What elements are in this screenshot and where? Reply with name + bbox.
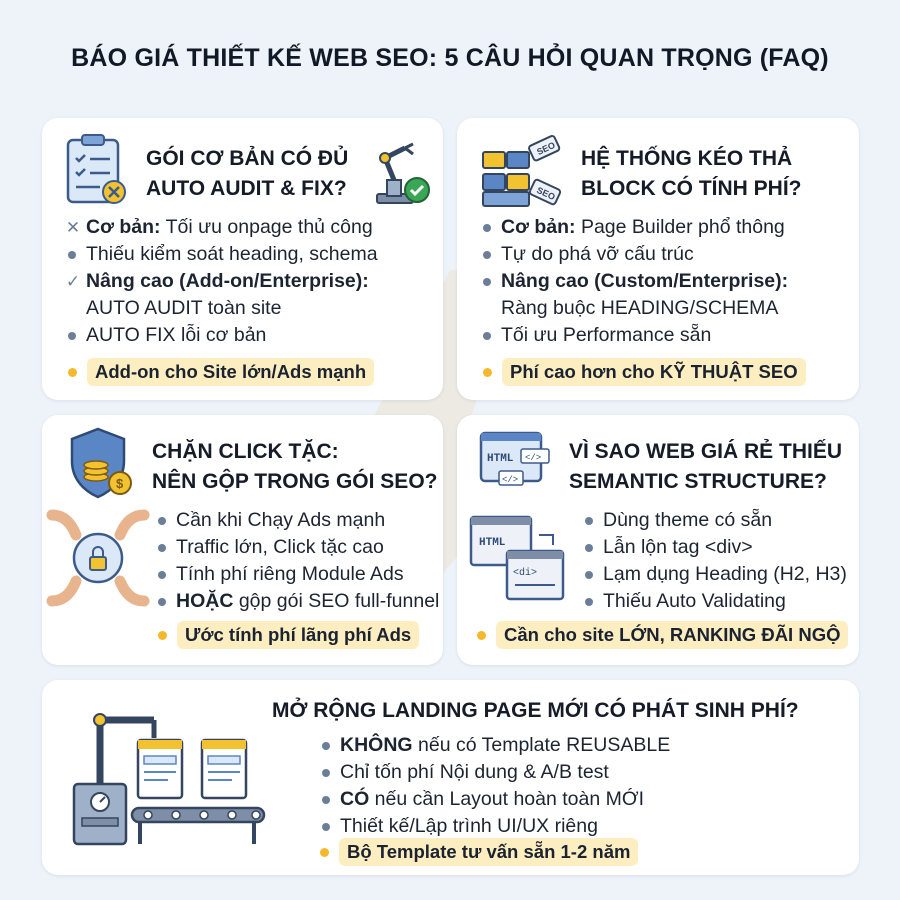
shield-coins-icon bbox=[66, 425, 136, 505]
faq-card-landing-page bbox=[42, 680, 859, 875]
bullet-icon bbox=[483, 224, 491, 232]
list-item: Nâng cao (Custom/Enterprise): bbox=[479, 268, 788, 295]
highlight-dot-icon bbox=[68, 368, 77, 377]
card-item-list bbox=[154, 507, 439, 615]
html-div-windows-icon bbox=[467, 513, 569, 605]
svg-text:$: $ bbox=[116, 476, 124, 491]
list-item: AUTO AUDIT toàn site bbox=[86, 297, 282, 319]
list-item: Lẫn lộn tag <div> bbox=[581, 534, 847, 561]
svg-text:</>: </> bbox=[525, 453, 542, 463]
highlight-note: Cần cho site LỚN, RANKING ĐÃI NGỘ bbox=[473, 619, 848, 651]
clipboard-checklist-icon bbox=[64, 132, 130, 206]
highlight-dot-icon bbox=[320, 848, 329, 857]
list-item: Ràng buộc HEADING/SCHEMA bbox=[501, 297, 779, 319]
list-item: HOẶC gộp gói SEO full-funnel bbox=[154, 588, 439, 615]
card-title: MỞ RỘNG LANDING PAGE MỚI CÓ PHÁT SINH PHÍ? bbox=[272, 699, 799, 722]
bullet-icon bbox=[483, 251, 491, 259]
bullet-icon bbox=[483, 332, 491, 340]
list-item: Thiết kế/Lập trình UI/UX riêng bbox=[318, 813, 670, 840]
check-icon: ✓ bbox=[65, 272, 81, 291]
html-windows-icon bbox=[477, 429, 557, 499]
faq-card-auto-audit bbox=[42, 118, 443, 400]
highlight-dot-icon bbox=[158, 631, 167, 640]
card-title: CHẶN CLICK TẶC: NÊN GỘP TRONG GÓI SEO? bbox=[152, 440, 438, 493]
faq-card-drag-drop bbox=[457, 118, 859, 400]
bullet-icon bbox=[585, 598, 593, 606]
list-item: Tự do phá vỡ cấu trúc bbox=[479, 241, 788, 268]
list-item: Traffic lớn, Click tặc cao bbox=[154, 534, 439, 561]
bullet-icon bbox=[585, 544, 593, 552]
svg-text:HTML: HTML bbox=[479, 537, 506, 549]
list-item: Thiếu Auto Validating bbox=[581, 588, 847, 615]
list-item: ✕ Cơ bản: Tối ưu onpage thủ công bbox=[64, 214, 378, 241]
svg-text:SEO: SEO bbox=[535, 184, 557, 203]
faq-card-semantic bbox=[457, 415, 859, 665]
list-item: Chỉ tốn phí Nội dung & A/B test bbox=[318, 759, 670, 786]
card-title: VÌ SAO WEB GIÁ RẺ THIẾU SEMANTIC STRUCTURE? bbox=[569, 440, 843, 493]
svg-text:SEO: SEO bbox=[535, 139, 557, 158]
bullet-icon bbox=[68, 251, 76, 259]
svg-text:HTML: HTML bbox=[487, 453, 514, 465]
bullet-icon bbox=[322, 769, 330, 777]
list-item: Cần khi Chạy Ads mạnh bbox=[154, 507, 439, 534]
bullet-icon bbox=[158, 571, 166, 579]
card-item-list bbox=[581, 507, 847, 615]
list-item: Dùng theme có sẵn bbox=[581, 507, 847, 534]
hands-lock-icon bbox=[46, 507, 150, 609]
svg-text:</>: </> bbox=[502, 475, 519, 485]
highlight-note: Phí cao hơn cho KỸ THUẬT SEO bbox=[479, 356, 806, 388]
robot-arm-check-icon bbox=[369, 140, 433, 206]
list-item: Thiếu kiểm soát heading, schema bbox=[64, 241, 378, 268]
highlight-note: Ước tính phí lãng phí Ads bbox=[154, 619, 419, 651]
bullet-icon bbox=[68, 332, 76, 340]
card-item-list bbox=[64, 214, 378, 349]
list-item: AUTO FIX lỗi cơ bản bbox=[64, 322, 378, 349]
list-item: ✓ Nâng cao (Add-on/Enterprise): bbox=[64, 268, 378, 295]
list-item: KHÔNG nếu có Template REUSABLE bbox=[318, 732, 670, 759]
bullet-icon bbox=[585, 517, 593, 525]
list-item: Tính phí riêng Module Ads bbox=[154, 561, 439, 588]
svg-text:<di>: <di> bbox=[513, 568, 538, 579]
bullet-icon bbox=[158, 517, 166, 525]
bullet-icon bbox=[322, 823, 330, 831]
list-item: Tối ưu Performance sẵn bbox=[479, 322, 788, 349]
bullet-icon bbox=[322, 796, 330, 804]
card-title: HỆ THỐNG KÉO THẢ BLOCK CÓ TÍNH PHÍ? bbox=[581, 147, 802, 200]
list-item: Cơ bản: Page Builder phổ thông bbox=[479, 214, 788, 241]
bullet-icon bbox=[585, 571, 593, 579]
list-item: CÓ nếu cần Layout hoàn toàn MỚI bbox=[318, 786, 670, 813]
faq-card-click-fraud bbox=[42, 415, 443, 665]
highlight-dot-icon bbox=[483, 368, 492, 377]
highlight-dot-icon bbox=[477, 631, 486, 640]
list-item: Lạm dụng Heading (H2, H3) bbox=[581, 561, 847, 588]
page-title: BÁO GIÁ THIẾT KẾ WEB SEO: 5 CÂU HỎI QUAN TRỌNG (FAQ) bbox=[71, 44, 829, 72]
card-item-list bbox=[479, 214, 788, 349]
highlight-note: Add-on cho Site lớn/Ads mạnh bbox=[64, 356, 374, 388]
bullet-icon bbox=[158, 544, 166, 552]
card-item-list bbox=[318, 732, 670, 840]
bullet-icon bbox=[158, 598, 166, 606]
conveyor-factory-icon bbox=[68, 704, 268, 854]
x-icon: ✕ bbox=[65, 218, 81, 237]
highlight-note: Bộ Template tư vấn sẵn 1-2 năm bbox=[316, 836, 638, 868]
bullet-icon bbox=[322, 742, 330, 750]
blocks-seo-tag-icon bbox=[479, 130, 565, 214]
card-title: GÓI CƠ BẢN CÓ ĐỦ AUTO AUDIT & FIX? bbox=[146, 147, 349, 200]
bullet-icon bbox=[483, 278, 491, 286]
